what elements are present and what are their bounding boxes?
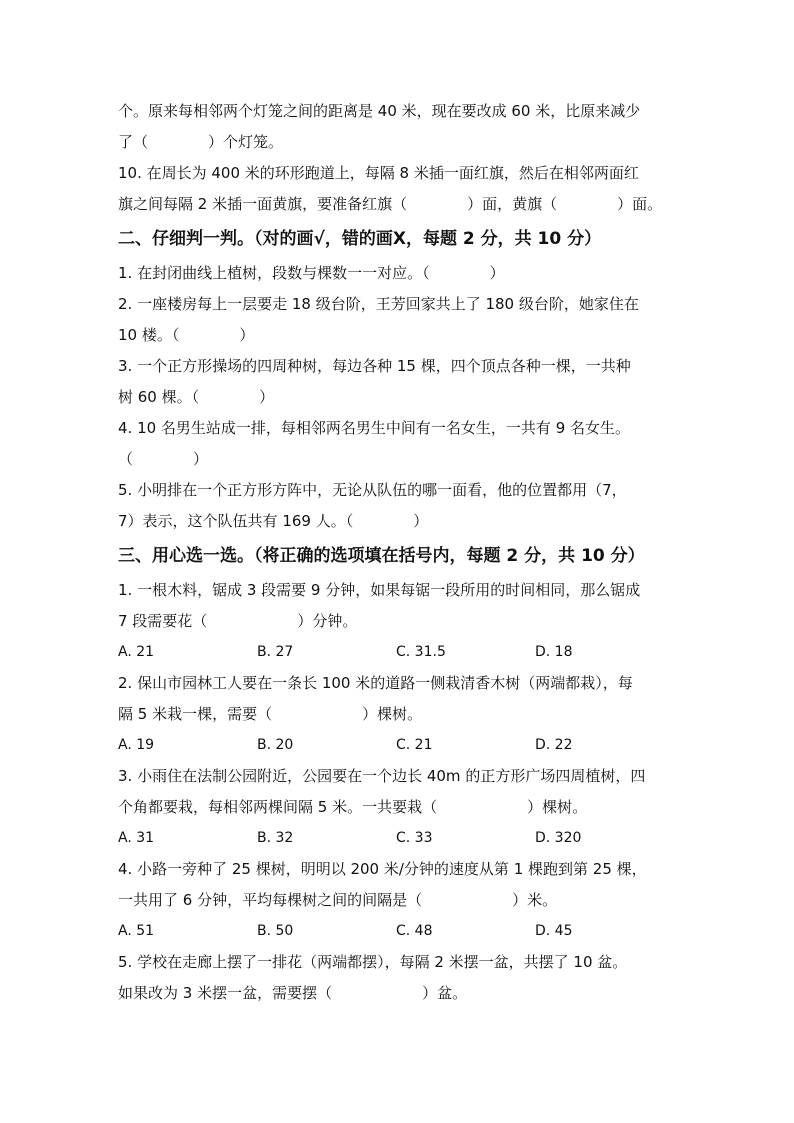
choice-question-1	[118, 575, 688, 668]
section-2-questions	[118, 258, 688, 537]
option-d: D. 320	[535, 830, 582, 846]
options-row	[118, 637, 688, 668]
options-row	[118, 730, 688, 761]
question-text: 1. 一根木料，锯成 3 段需要 9 分钟，如果每锯一段所用的时间相同，那么锯成	[118, 581, 641, 599]
choice-question-3	[118, 761, 688, 854]
option-a: A. 31	[118, 830, 155, 846]
previous-question-tail	[118, 96, 688, 220]
judge-question-5-cont: 7）表示，这个队伍共有 169 人。（ ）	[118, 512, 429, 530]
text-line: 个。原来每相邻两个灯笼之间的距离是 40 米，现在要改成 60 米，比原来减少	[118, 102, 641, 120]
question-text: 个角都要栽，每相邻两棵间隔 5 米。一共要栽（ ）棵树。	[118, 798, 588, 816]
judge-question-3: 3. 一个正方形操场的四周种树，每边各种 15 棵，四个顶点各种一棵，一共种	[118, 357, 631, 375]
judge-question-2: 2. 一座楼房每上一层要走 18 级台阶，王芳回家共上了 180 级台阶，她家住在	[118, 295, 639, 313]
option-a: A. 19	[118, 737, 155, 753]
judge-question-4: 4. 10 名男生站成一排，每相邻两名男生中间有一名女生，一共有 9 名女生。	[118, 419, 631, 437]
question-text: 4. 小路一旁种了 25 棵树，明明以 200 米/分钟的速度从第 1 棵跑到第 25 棵，	[118, 860, 647, 878]
choice-question-2	[118, 668, 688, 761]
judge-question-2-cont: 10 楼。（ ）	[118, 326, 255, 344]
option-c: C. 21	[396, 737, 433, 753]
judge-question-3-cont: 树 60 棵。（ ）	[118, 388, 275, 406]
choice-question-5	[118, 947, 688, 1009]
section-3-questions	[118, 575, 688, 1009]
option-d: D. 22	[535, 737, 573, 753]
judge-question-5: 5. 小明排在一个正方形方阵中，无论从队伍的哪一面看，他的位置都用（7，	[118, 481, 627, 499]
option-b: B. 27	[257, 644, 294, 660]
option-a: A. 21	[118, 644, 155, 660]
question-text: 如果改为 3 米摆一盆，需要摆（ ）盆。	[118, 984, 468, 1002]
question-text: 3. 小雨住在法制公园附近，公园要在一个边长 40m 的正方形广场四周植树，四	[118, 767, 646, 785]
judge-question-4-cont: （ ）	[118, 450, 209, 468]
option-b: B. 50	[257, 923, 294, 939]
text-line: 旗之间每隔 2 米插一面黄旗，要准备红旗（ ）面，黄旗（ ）面。	[118, 195, 663, 213]
option-d: D. 45	[535, 923, 573, 939]
option-b: B. 20	[257, 737, 294, 753]
question-text: 2. 保山市园林工人要在一条长 100 米的道路一侧栽清香木树（两端都栽），每	[118, 674, 633, 692]
options-row	[118, 823, 688, 854]
question-text: 隔 5 米栽一棵，需要（ ）棵树。	[118, 705, 423, 723]
option-c: C. 48	[396, 923, 433, 939]
option-b: B. 32	[257, 830, 294, 846]
judge-question-1: 1. 在封闭曲线上植树，段数与棵数一一对应。（ ）	[118, 264, 505, 282]
section-2-heading: 二、仔细判一判。（对的画√，错的画X，每题 2 分，共 10 分）	[118, 229, 602, 249]
option-d: D. 18	[535, 644, 573, 660]
section-3-heading: 三、用心选一选。（将正确的选项填在括号内，每题 2 分，共 10 分）	[118, 546, 645, 566]
option-c: C. 33	[396, 830, 433, 846]
option-c: C. 31.5	[396, 644, 446, 660]
choice-question-4	[118, 854, 688, 947]
question-text: 一共用了 6 分钟，平均每棵树之间的间隔是（ ）米。	[118, 891, 558, 909]
options-row	[118, 916, 688, 947]
text-line: 了（ ）个灯笼。	[118, 133, 284, 151]
question-10-line: 10. 在周长为 400 米的环形跑道上，每隔 8 米插一面红旗，然后在相邻两面红	[118, 164, 639, 182]
option-a: A. 51	[118, 923, 155, 939]
question-text: 5. 学校在走廊上摆了一排花（两端都摆），每隔 2 米摆一盆，共摆了 10 盆。	[118, 953, 628, 971]
question-text: 7 段需要花（ ）分钟。	[118, 612, 358, 630]
worksheet-page	[118, 96, 688, 1009]
